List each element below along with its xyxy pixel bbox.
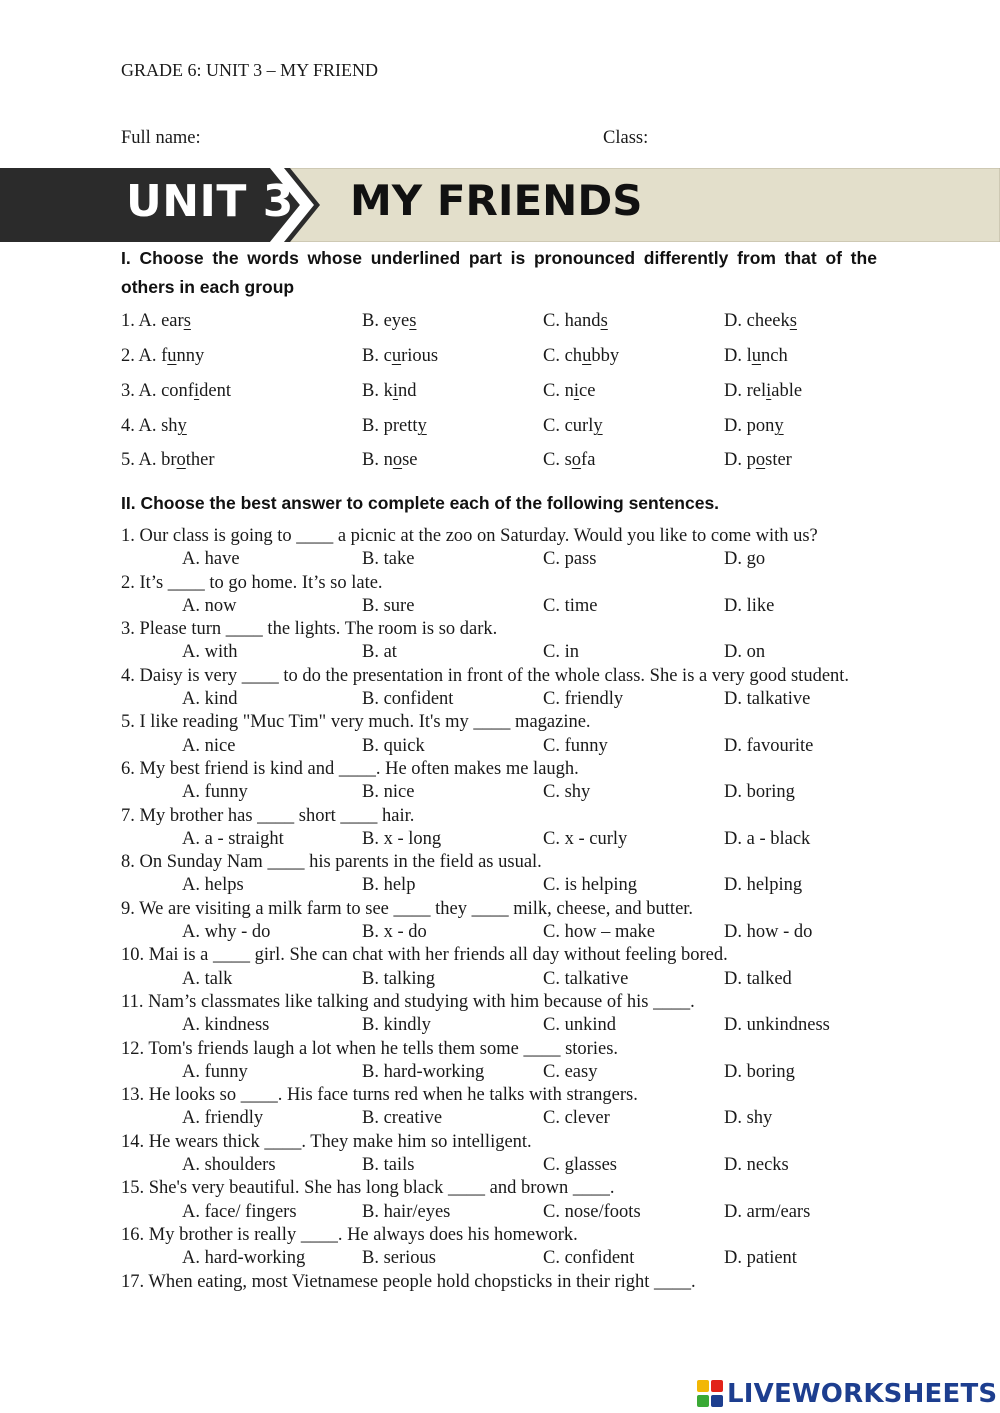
- answer-option[interactable]: B. hard-working: [362, 1062, 485, 1082]
- answer-option[interactable]: A. helps: [182, 875, 244, 895]
- question-number: 1.: [121, 311, 135, 331]
- answer-option[interactable]: D. go: [724, 549, 766, 569]
- answer-option[interactable]: C. unkind: [543, 1015, 616, 1035]
- answer-option[interactable]: A. kind: [182, 689, 238, 709]
- underlined-letters: o: [176, 450, 186, 470]
- word-option[interactable]: [543, 311, 608, 332]
- answer-option[interactable]: A. funny: [182, 782, 248, 802]
- answer-option[interactable]: C. in: [543, 642, 579, 662]
- answer-options: [121, 1062, 921, 1086]
- word-part: able: [771, 381, 803, 401]
- answer-option[interactable]: D. boring: [724, 782, 795, 802]
- word-part: C. ch: [543, 346, 583, 366]
- answer-option[interactable]: A. with: [182, 642, 238, 662]
- heading-word: differently: [643, 248, 729, 268]
- answer-option[interactable]: D. like: [724, 596, 775, 616]
- answer-options: [121, 736, 921, 760]
- liveworksheets-logo-icon: [697, 1380, 723, 1408]
- word-option[interactable]: [724, 346, 788, 367]
- answer-options: [121, 1015, 921, 1039]
- word-part: fa: [581, 450, 596, 470]
- pronunciation-row: [121, 381, 921, 411]
- underlined-letters: s: [789, 311, 797, 331]
- question-text: 1. Our class is going to ____ a picnic at the zoo on Saturday. Would you like to come with us?: [121, 526, 818, 546]
- answer-options: [121, 549, 921, 573]
- heading-word: of: [825, 248, 842, 268]
- unit-title: MY FRIENDS: [350, 176, 643, 225]
- answer-option[interactable]: A. why - do: [182, 922, 271, 942]
- word-part: D. p: [724, 450, 756, 470]
- heading-word: whose: [307, 248, 362, 268]
- answer-option[interactable]: B. hair/eyes: [362, 1202, 451, 1222]
- answer-option[interactable]: D. talkative: [724, 689, 811, 709]
- answer-option[interactable]: C. pass: [543, 549, 597, 569]
- heading-word: I.: [121, 248, 131, 268]
- word-part: D. l: [724, 346, 752, 366]
- answer-option[interactable]: B. take: [362, 549, 415, 569]
- answer-option[interactable]: A. hard-working: [182, 1248, 306, 1268]
- answer-option[interactable]: B. nice: [362, 782, 415, 802]
- underlined-letters: u: [582, 346, 592, 366]
- section-2-heading: II. Choose the best answer to complete each of the following sentences.: [121, 493, 720, 513]
- answer-option[interactable]: D. boring: [724, 1062, 795, 1082]
- answer-option[interactable]: B. serious: [362, 1248, 436, 1268]
- word-part: B. c: [362, 346, 392, 366]
- pronunciation-row: [121, 346, 921, 376]
- liveworksheets-logo: [697, 1378, 997, 1410]
- answer-option[interactable]: B. tails: [362, 1155, 415, 1175]
- answer-option[interactable]: A. talk: [182, 969, 233, 989]
- pronunciation-row: [121, 416, 921, 446]
- word-option[interactable]: [121, 381, 231, 402]
- answer-options: [121, 922, 921, 946]
- answer-options: [121, 1202, 921, 1226]
- answer-option[interactable]: D. unkindness: [724, 1015, 830, 1035]
- unit-number-label: UNIT 3: [126, 176, 294, 227]
- answer-option[interactable]: B. x - long: [362, 829, 442, 849]
- underlined-letters: o: [755, 450, 766, 470]
- word-part: A. conf: [138, 381, 194, 401]
- word-option[interactable]: [121, 450, 215, 471]
- question-text: 17. When eating, most Vietnamese people hold chopsticks in their right ____.: [121, 1272, 696, 1292]
- answer-options: [121, 1155, 921, 1179]
- answer-options: [121, 596, 921, 620]
- heading-word: from: [737, 248, 776, 268]
- question-text: 8. On Sunday Nam ____ his parents in the field as usual.: [121, 852, 542, 872]
- word-option[interactable]: [543, 346, 619, 367]
- underlined-letters: o: [571, 450, 582, 470]
- answer-options: [121, 689, 921, 713]
- answer-option[interactable]: A. a - straight: [182, 829, 284, 849]
- full-name-label: Full name:: [121, 128, 201, 148]
- answer-option[interactable]: B. help: [362, 875, 416, 895]
- word-option[interactable]: [724, 311, 797, 332]
- question-text: 12. Tom's friends laugh a lot when he tells them some ____ stories.: [121, 1039, 619, 1059]
- answer-option[interactable]: C. shy: [543, 782, 591, 802]
- answer-option[interactable]: B. creative: [362, 1108, 443, 1128]
- word-option[interactable]: [543, 381, 595, 402]
- answer-option[interactable]: A. face/ fingers: [182, 1202, 297, 1222]
- word-part: A. f: [138, 346, 168, 366]
- answer-option[interactable]: C. talkative: [543, 969, 629, 989]
- word-part: A. sh: [138, 416, 178, 436]
- word-option[interactable]: [362, 346, 438, 367]
- word-part: nch: [761, 346, 788, 366]
- word-option[interactable]: [362, 311, 416, 332]
- answer-option[interactable]: A. have: [182, 549, 240, 569]
- heading-word: part: [468, 248, 502, 268]
- word-part: B. prett: [362, 416, 418, 436]
- answer-option[interactable]: D. shy: [724, 1108, 773, 1128]
- underlined-letters: y: [593, 416, 603, 436]
- pronunciation-row: [121, 311, 921, 341]
- word-part: B. k: [362, 381, 393, 401]
- pronunciation-row: [121, 450, 921, 480]
- heading-word: that: [784, 248, 817, 268]
- word-part: B. n: [362, 450, 393, 470]
- answer-option[interactable]: A. kindness: [182, 1015, 270, 1035]
- answer-option[interactable]: C. easy: [543, 1062, 598, 1082]
- answer-option[interactable]: C. nose/foots: [543, 1202, 641, 1222]
- word-part: C. s: [543, 450, 572, 470]
- question-text: 9. We are visiting a milk farm to see ____ they ____ milk, cheese, and butter.: [121, 899, 694, 919]
- answer-option[interactable]: B. confident: [362, 689, 454, 709]
- section-1-heading-line2: others in each group: [121, 277, 295, 297]
- answer-option[interactable]: A. shoulders: [182, 1155, 276, 1175]
- word-part: nd: [397, 381, 417, 401]
- question-number: 4.: [121, 416, 135, 436]
- answer-option[interactable]: B. kindly: [362, 1015, 431, 1035]
- logo-text: LIVEWORKSHEETS: [727, 1379, 998, 1409]
- class-label: Class:: [603, 128, 649, 148]
- answer-option[interactable]: D. favourite: [724, 736, 814, 756]
- worksheet-title: GRADE 6: UNIT 3 – MY FRIEND: [121, 60, 379, 80]
- answer-options: [121, 875, 921, 899]
- question-text: 5. I like reading "Muc Tim" very much. It's my ____ magazine.: [121, 712, 591, 732]
- question-text: 16. My brother is really ____. He always does his homework.: [121, 1225, 578, 1245]
- word-part: C. n: [543, 381, 574, 401]
- section-1-heading: [121, 248, 877, 269]
- underlined-letters: s: [183, 311, 191, 331]
- answer-options: [121, 1248, 921, 1272]
- question-text: 11. Nam’s classmates like talking and studying with him because of his ____.: [121, 992, 695, 1012]
- answer-option[interactable]: A. friendly: [182, 1108, 264, 1128]
- underlined-letters: u: [751, 346, 761, 366]
- question-text: 10. Mai is a ____ girl. She can chat with her friends all day without feeling bored.: [121, 945, 728, 965]
- answer-options: [121, 642, 921, 666]
- answer-option[interactable]: A. now: [182, 596, 237, 616]
- heading-word: words: [247, 248, 299, 268]
- word-option[interactable]: [121, 346, 204, 367]
- underlined-letters: y: [774, 416, 784, 436]
- word-option[interactable]: [724, 450, 792, 471]
- answer-option[interactable]: C. how – make: [543, 922, 656, 942]
- underlined-letters: i: [766, 381, 772, 401]
- word-option[interactable]: [362, 416, 427, 437]
- answer-option[interactable]: D. patient: [724, 1248, 797, 1268]
- word-part: bby: [591, 346, 620, 366]
- question-text: 15. She's very beautiful. She has long black ____ and brown ____.: [121, 1178, 615, 1198]
- word-option[interactable]: [724, 416, 784, 437]
- answer-option[interactable]: C. funny: [543, 736, 608, 756]
- answer-options: [121, 969, 921, 993]
- heading-word: is: [510, 248, 526, 268]
- word-part: ce: [578, 381, 596, 401]
- answer-option[interactable]: A. nice: [182, 736, 236, 756]
- word-part: A. ear: [138, 311, 184, 331]
- answer-option[interactable]: C. clever: [543, 1108, 610, 1128]
- word-option[interactable]: [121, 311, 191, 332]
- word-part: ther: [185, 450, 215, 470]
- heading-word: the: [850, 248, 877, 268]
- answer-option[interactable]: D. how - do: [724, 922, 813, 942]
- answer-option[interactable]: D. on: [724, 642, 766, 662]
- answer-option[interactable]: C. time: [543, 596, 598, 616]
- heading-word: Choose: [139, 248, 204, 268]
- question-text: 2. It’s ____ to go home. It’s so late.: [121, 573, 383, 593]
- question-number: 3.: [121, 381, 135, 401]
- word-part: ster: [765, 450, 792, 470]
- answer-options: [121, 1108, 921, 1132]
- underlined-letters: u: [391, 346, 402, 366]
- answer-option[interactable]: B. at: [362, 642, 397, 662]
- underlined-letters: s: [600, 311, 608, 331]
- answer-option[interactable]: B. x - do: [362, 922, 427, 942]
- word-option[interactable]: [362, 381, 416, 402]
- question-text: 3. Please turn ____ the lights. The room is so dark.: [121, 619, 498, 639]
- question-number: 5.: [121, 450, 135, 470]
- word-part: D. rel: [724, 381, 767, 401]
- question-number: 2.: [121, 346, 135, 366]
- word-part: nny: [176, 346, 205, 366]
- question-text: 13. He looks so ____. His face turns red when he talks with strangers.: [121, 1085, 638, 1105]
- underlined-letters: s: [409, 311, 417, 331]
- question-text: 6. My best friend is kind and ____. He often makes me laugh.: [121, 759, 579, 779]
- underlined-letters: i: [573, 381, 579, 401]
- underlined-letters: y: [417, 416, 427, 436]
- underlined-letters: u: [167, 346, 177, 366]
- answer-option[interactable]: D. a - black: [724, 829, 811, 849]
- word-part: C. hand: [543, 311, 601, 331]
- word-part: dent: [199, 381, 231, 401]
- answer-option[interactable]: B. quick: [362, 736, 425, 756]
- word-option[interactable]: [543, 416, 603, 437]
- answer-option[interactable]: D. arm/ears: [724, 1202, 811, 1222]
- word-option[interactable]: [362, 450, 418, 471]
- word-part: A. br: [138, 450, 177, 470]
- question-text: 4. Daisy is very ____ to do the presentation in front of the whole class. She is a very good student.: [121, 666, 850, 686]
- answer-option[interactable]: A. funny: [182, 1062, 248, 1082]
- answer-option[interactable]: D. talked: [724, 969, 792, 989]
- word-option[interactable]: [724, 381, 802, 402]
- word-part: rious: [401, 346, 439, 366]
- question-text: 7. My brother has ____ short ____ hair.: [121, 806, 415, 826]
- answer-option[interactable]: C. glasses: [543, 1155, 617, 1175]
- underlined-letters: o: [392, 450, 403, 470]
- underlined-letters: i: [193, 381, 200, 401]
- underlined-letters: i: [392, 381, 398, 401]
- word-option[interactable]: [543, 450, 595, 471]
- word-part: se: [402, 450, 418, 470]
- heading-word: pronounced: [533, 248, 636, 268]
- question-text: 14. He wears thick ____. They make him so intelligent.: [121, 1132, 532, 1152]
- answer-option[interactable]: B. sure: [362, 596, 415, 616]
- word-part: C. curl: [543, 416, 594, 436]
- answer-option[interactable]: B. talking: [362, 969, 435, 989]
- word-option[interactable]: [121, 416, 187, 437]
- answer-option[interactable]: C. x - curly: [543, 829, 628, 849]
- word-part: B. eye: [362, 311, 410, 331]
- answer-option[interactable]: C. confident: [543, 1248, 635, 1268]
- word-part: D. cheek: [724, 311, 790, 331]
- answer-options: [121, 782, 921, 806]
- heading-word: underlined: [370, 248, 461, 268]
- heading-word: the: [212, 248, 239, 268]
- answer-option[interactable]: D. necks: [724, 1155, 789, 1175]
- answer-options: [121, 829, 921, 853]
- unit-banner: [0, 168, 1000, 242]
- underlined-letters: y: [177, 416, 187, 436]
- word-part: D. pon: [724, 416, 775, 436]
- answer-option[interactable]: D. helping: [724, 875, 803, 895]
- answer-option[interactable]: C. is helping: [543, 875, 638, 895]
- answer-option[interactable]: C. friendly: [543, 689, 624, 709]
